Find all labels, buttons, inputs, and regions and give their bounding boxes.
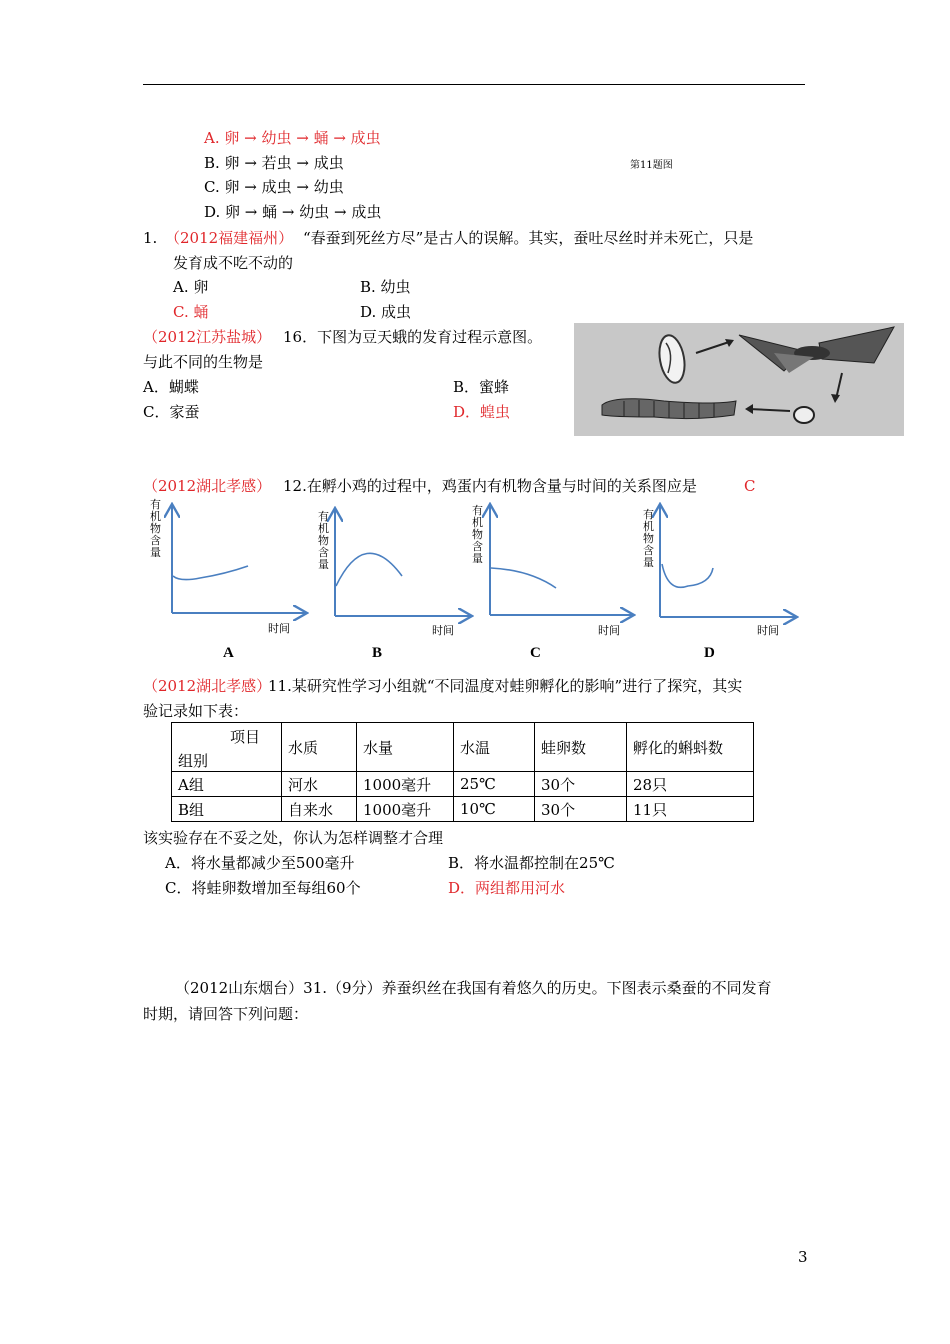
q11b-source: （2012湖北孝感） [143,677,272,695]
q11b-stem-cont: 验记录如下表： [143,702,249,720]
q16-source: （2012江苏盐城） [143,328,272,346]
graph-d-xlabel: 时间 [757,624,779,637]
graph-a-caption: A [223,645,234,661]
graph-a-ylabel: 有机物含量 [150,498,161,559]
graph-b-caption: B [372,645,383,661]
table-header: 蛙卵数 [535,723,627,772]
graph-c [490,506,632,615]
graph-c-caption: C [530,645,541,661]
table-header-row [172,723,754,772]
graph-a [172,506,305,613]
table-header: 水温 [454,723,535,772]
q1-number: 1. [143,229,158,247]
q12-source: （2012湖北孝感） [143,477,272,495]
table-cell: 自来水 [282,797,357,822]
option-b: B. 卵 → 若虫 → 成虫 [204,154,344,172]
option-d: D. 卵 → 蛹 → 幼虫 → 成虫 [204,203,382,221]
page-number: 3 [798,1248,808,1266]
graph-b-xlabel: 时间 [432,624,454,637]
q31-line1: （2012山东烟台）31.（9分）养蚕织丝在我国有着悠久的历史。下图表示桑蚕的不同发育 [175,979,772,997]
q1-source: （2012福建福州） [165,229,294,247]
q16-stem-cont: 与此不同的生物是 [143,353,264,371]
table-header: 孵化的蝌蚪数 [627,723,754,772]
q11b-option-c: C．将蛙卵数增加至每组60个 [165,879,361,897]
q12-answer: C [744,477,756,495]
header-group-label: 组别 [178,752,209,770]
option-c: C. 卵 → 成虫 → 幼虫 [204,178,344,196]
q11b-stem: 11.某研究性学习小组就“不同温度对蛙卵孵化的影响”进行了探究，其实 [268,677,743,695]
header-rule [143,84,805,85]
table-corner-cell [172,723,282,772]
graph-a-xlabel: 时间 [268,622,290,635]
q12-stem: 12.在孵小鸡的过程中，鸡蛋内有机物含量与时间的关系图应是 [283,477,697,495]
graph-d-caption: D [704,645,715,661]
q1-option-a: A. 卵 [173,278,209,296]
table-cell: 河水 [282,772,357,797]
q16-option-d: D．蝗虫 [453,403,511,421]
moth-lifecycle-image [574,323,904,436]
table-cell: 30个 [535,797,627,822]
table-cell: 1000毫升 [357,772,454,797]
table-row [172,797,754,822]
q16-option-b: B．蜜蜂 [453,378,510,396]
q11b-option-d: D．两组都用河水 [448,879,566,897]
q1-option-b: B. 幼虫 [360,278,411,296]
q31-line2: 时期，请回答下列问题： [143,1005,309,1023]
figure-label: 第11题图 [630,160,673,171]
q1-option-d: D. 成虫 [360,303,412,321]
table-cell: 25℃ [454,772,535,797]
experiment-table [171,722,754,822]
table-row [172,772,754,797]
graph-b-ylabel: 有机物含量 [318,510,329,571]
table-cell: A组 [172,772,282,797]
graph-d [660,506,795,617]
q11b-prompt: 该实验存在不妥之处，你认为怎样调整才合理 [143,829,444,847]
graph-c-xlabel: 时间 [598,624,620,637]
q1-option-c: C. 蛹 [173,303,209,321]
graph-c-ylabel: 有机物含量 [472,504,483,565]
q11b-option-a: A．将水量都减少至500毫升 [165,854,355,872]
table-cell: 10℃ [454,797,535,822]
table-cell: B组 [172,797,282,822]
q16-stem: 16．下图为豆天蛾的发育过程示意图。 [283,328,543,346]
table-cell: 28只 [627,772,754,797]
table-header: 水量 [357,723,454,772]
option-a: A. 卵 → 幼虫 → 蛹 → 成虫 [204,129,381,147]
table-cell: 11只 [627,797,754,822]
q1-stem: “春蚕到死丝方尽”是古人的误解。其实，蚕吐尽丝时并未死亡，只是 [303,229,754,247]
q16-option-c: C．家蚕 [143,403,200,421]
q16-option-a: A．蝴蝶 [143,378,199,396]
table-header: 水质 [282,723,357,772]
q11b-option-b: B．将水温都控制在25℃ [448,854,615,872]
q1-stem-cont: 发育成不吃不动的 [173,254,294,272]
graph-d-ylabel: 有机物含量 [643,508,654,569]
header-item-label: 项目 [230,728,261,746]
table-cell: 1000毫升 [357,797,454,822]
graph-b [335,510,470,616]
table-cell: 30个 [535,772,627,797]
